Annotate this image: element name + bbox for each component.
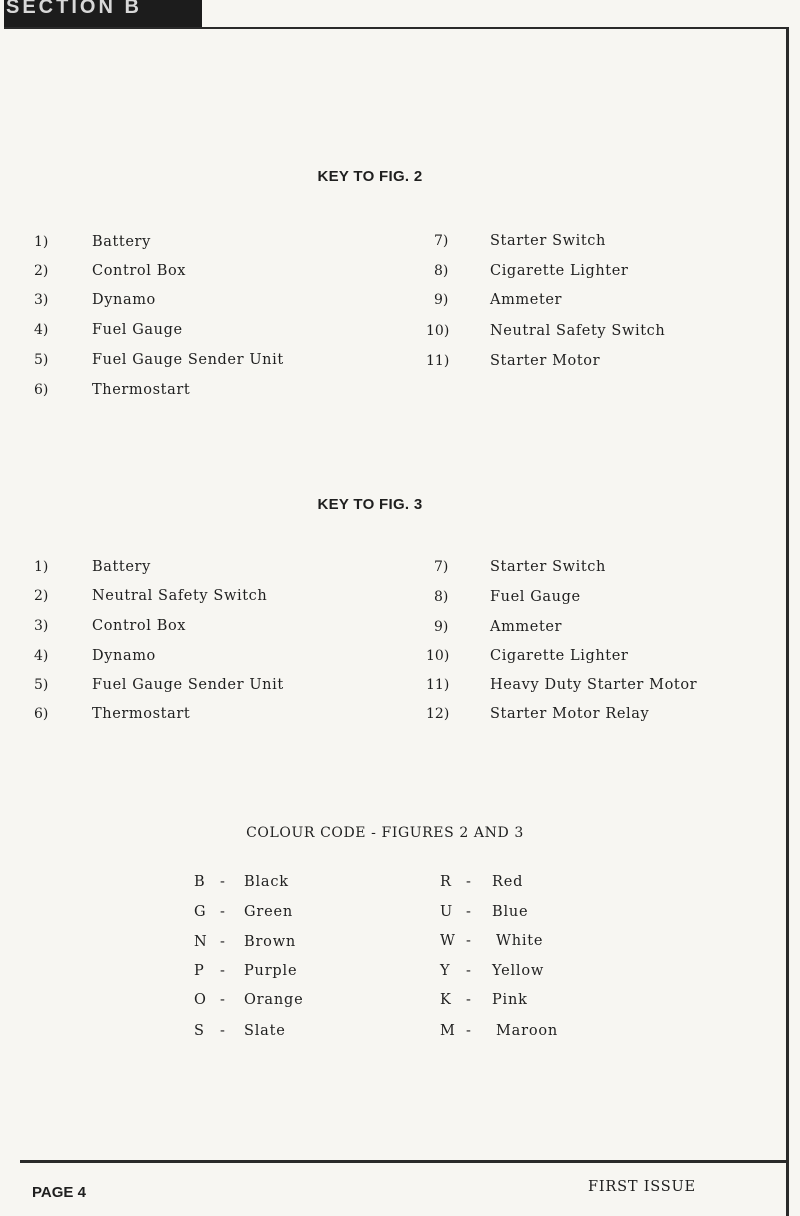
colour-code-separator: - — [220, 874, 225, 890]
fig3-item-number: 3) — [34, 618, 49, 634]
fig3-item-label: Ammeter — [490, 619, 563, 635]
colour-code-name: Black — [244, 874, 289, 890]
colour-code-name: Brown — [244, 934, 297, 950]
fig2-item-number: 11) — [426, 353, 450, 369]
colour-code-name: Green — [244, 904, 294, 920]
fig3-item-number: 5) — [34, 677, 49, 693]
colour-code-separator: - — [466, 992, 471, 1008]
fig3-item-label: Starter Motor Relay — [490, 706, 650, 722]
fig3-item-number: 6) — [34, 706, 49, 722]
colour-code-separator: - — [466, 933, 471, 949]
colour-code-name: Orange — [244, 992, 304, 1008]
fig3-item-number: 4) — [34, 648, 49, 664]
fig2-item-number: 6) — [34, 382, 49, 398]
colour-code-separator: - — [220, 963, 225, 979]
fig2-item-number: 2) — [34, 263, 49, 279]
fig3-heading: KEY TO FIG. 3 — [317, 496, 423, 513]
colour-code-separator: - — [220, 1023, 225, 1039]
fig2-item-number: 10) — [426, 323, 450, 339]
colour-code-name: Slate — [244, 1023, 286, 1039]
fig3-item-label: Battery — [92, 559, 151, 575]
colour-code-name: Yellow — [492, 963, 545, 979]
fig2-item-label: Starter Switch — [490, 233, 606, 249]
section-tab: SECTION B — [4, 0, 202, 28]
colour-code-name: Blue — [492, 904, 529, 920]
bottom-rule — [20, 1160, 788, 1163]
fig2-item-label: Starter Motor — [490, 353, 601, 369]
fig2-item-label: Dynamo — [92, 292, 156, 308]
fig2-item-label: Cigarette Lighter — [490, 263, 629, 279]
colour-code-letter: P — [194, 963, 205, 979]
colour-code-name: Maroon — [496, 1023, 559, 1039]
colour-code-name: Purple — [244, 963, 298, 979]
fig2-item-number: 3) — [34, 292, 49, 308]
fig3-item-number: 12) — [426, 706, 450, 722]
fig3-item-number: 10) — [426, 648, 450, 664]
colour-code-separator: - — [466, 874, 471, 890]
colour-code-separator: - — [466, 963, 471, 979]
fig3-item-number: 2) — [34, 588, 49, 604]
fig2-item-label: Ammeter — [490, 292, 563, 308]
fig3-item-label: Fuel Gauge Sender Unit — [92, 677, 284, 693]
fig3-item-number: 11) — [426, 677, 450, 693]
colour-code-separator: - — [220, 904, 225, 920]
colour-code-letter: U — [440, 904, 453, 920]
fig3-item-number: 7) — [434, 559, 449, 575]
fig2-item-number: 4) — [34, 322, 49, 338]
fig2-item-label: Neutral Safety Switch — [490, 323, 666, 339]
colour-code-letter: O — [194, 992, 207, 1008]
fig2-item-label: Thermostart — [92, 382, 191, 398]
colour-code-letter: S — [194, 1023, 205, 1039]
colour-code-letter: G — [194, 904, 207, 920]
top-rule — [4, 27, 788, 29]
fig3-item-label: Cigarette Lighter — [490, 648, 629, 664]
colour-code-letter: B — [194, 874, 206, 890]
fig2-item-number: 8) — [434, 263, 449, 279]
fig3-item-label: Heavy Duty Starter Motor — [490, 677, 698, 693]
fig3-item-number: 1) — [34, 559, 49, 575]
fig3-item-label: Neutral Safety Switch — [92, 588, 268, 604]
fig3-item-label: Control Box — [92, 618, 187, 634]
fig2-heading: KEY TO FIG. 2 — [317, 168, 423, 185]
fig3-item-label: Fuel Gauge — [490, 589, 581, 605]
colour-code-letter: M — [440, 1023, 456, 1039]
fig3-item-label: Dynamo — [92, 648, 156, 664]
page-number: PAGE 4 — [32, 1184, 86, 1201]
fig2-item-number: 1) — [34, 234, 49, 250]
fig2-item-label: Fuel Gauge — [92, 322, 183, 338]
issue-label: FIRST ISSUE — [588, 1179, 696, 1195]
fig2-item-number: 9) — [434, 292, 449, 308]
fig2-item-label: Fuel Gauge Sender Unit — [92, 352, 284, 368]
fig2-item-label: Battery — [92, 234, 151, 250]
colour-code-name: Pink — [492, 992, 528, 1008]
fig3-item-label: Thermostart — [92, 706, 191, 722]
fig3-item-number: 9) — [434, 619, 449, 635]
fig3-item-number: 8) — [434, 589, 449, 605]
colour-code-letter: Y — [440, 963, 451, 979]
colour-code-name: Red — [492, 874, 524, 890]
colour-code-letter: R — [440, 874, 452, 890]
colour-code-letter: K — [440, 992, 452, 1008]
fig2-item-label: Control Box — [92, 263, 187, 279]
colour-code-letter: W — [440, 933, 456, 949]
fig3-item-label: Starter Switch — [490, 559, 606, 575]
fig2-item-number: 5) — [34, 352, 49, 368]
colour-code-letter: N — [194, 934, 208, 950]
colour-code-separator: - — [466, 904, 471, 920]
colour-code-heading: COLOUR CODE - FIGURES 2 AND 3 — [246, 825, 524, 841]
right-margin-rule — [786, 27, 789, 1216]
colour-code-separator: - — [220, 992, 225, 1008]
colour-code-separator: - — [466, 1023, 471, 1039]
fig2-item-number: 7) — [434, 233, 449, 249]
colour-code-separator: - — [220, 934, 225, 950]
colour-code-name: White — [496, 933, 544, 949]
